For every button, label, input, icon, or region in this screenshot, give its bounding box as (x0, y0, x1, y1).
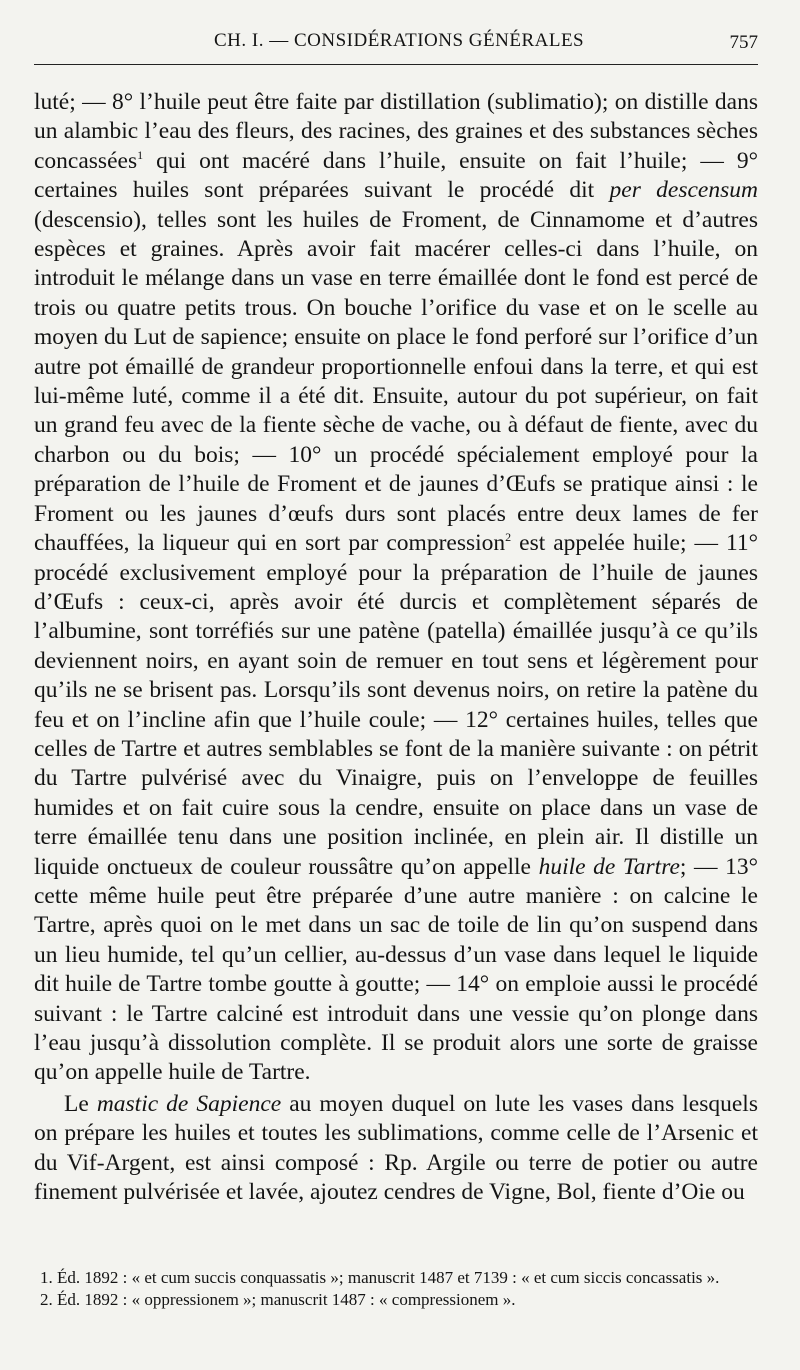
running-header (34, 24, 758, 65)
paragraph (34, 88, 758, 1088)
italic-term: per descensum (609, 177, 758, 204)
footnote-2: 2. Éd. 1892 : « oppressionem »; manuscrit 1487 : « compressionem ». (40, 1290, 516, 1309)
text-run: ; — 13° cette même huile peut être préparée d’une autre manière : on calcine le Tartre, après quoi on le met dans un sac de toile de lin qu’on suspend dans un lieu humide, tel qu’un cellier, au-dessus d’un vase dans lequel le liquide dit huile de Tartre tombe goutte à goutte; — 14° on emploie aussi le procédé suivant : le Tartre calciné est introduit dans une vessie qu’on plonge dans l’eau jusqu’à dissolution complète. Il se produit alors une sorte de graisse qu’on appelle huile de Tartre. (34, 853, 758, 1086)
text-run: qui ont macéré dans l’huile, ensuite on fait l’huile; — 9° certaines huiles sont préparées suivant le procédé dit (34, 147, 758, 204)
italic-term: huile de Tartre (538, 853, 680, 880)
text-run: est appelée huile; — 11° procédé exclusivement employé pour la préparation de l’huile de jaunes d’Œufs : ceux-ci, après avoir été durcis et complètement séparés de l’albumine, sont torréfiés sur une patène (patella) émaillée jusqu’à ce qu’ils deviennent noirs, en ayant soin de remuer en tout sens et légèrement pour qu’ils ne se brisent pas. Lorsqu’ils sont devenus noirs, on retire la patène du feu et on l’incline afin que l’huile coule; — 12° certaines huiles, telles que celles de Tartre et autres semblables se font de la manière suivante : on pétrit du Tartre pulvérisé avec du Vinaigre, puis on l’enveloppe de feuilles humides et on fait cuire sous la cendre, ensuite on place dans un vase de terre émaillée tenu dans une position inclinée, en plein air. Il distille un liquide onctueux de couleur roussâtre qu’on appelle (34, 530, 758, 880)
text-run: au moyen duquel on lute les vases dans lesquels on prépare les huiles et toutes les sublimations, comme celle de l’Arsenic et du Vif-Argent, est ainsi composé : Rp. Argile ou terre de potier ou autre finement pulvérisée et lavée, ajoutez cendres de Vigne, Bol, fiente d’Oie ou (34, 1090, 758, 1206)
text-run: luté; — 8° l’huile peut être faite par distillation (sublimatio); on distille dans un alambic l’eau des fleurs, des racines, des graines et des substances sèches concassées (34, 89, 758, 174)
footnote-ref-2: 2 (505, 530, 512, 545)
chapter-title: CH. I. — CONSIDÉRATIONS GÉNÉRALES (214, 30, 585, 51)
page-number: 757 (729, 32, 758, 53)
footnote-ref-1: 1 (137, 147, 144, 162)
footnotes (40, 1267, 758, 1311)
text-run: Le (64, 1090, 97, 1117)
footnote-1: 1. Éd. 1892 : « et cum succis conquassatis »; manuscrit 1487 et 7139 : « et cum siccis concassatis ». (40, 1268, 720, 1287)
text-run: (descensio), telles sont les huiles de Froment, de Cinnamome et d’autres espèces et graines. Après avoir fait macérer celles-ci dans l’huile, on introduit le mélange dans un vase en terre émaillée dont le fond est percé de trois ou quatre petits trous. On bouche l’orifice du vase et on le scelle au moyen du Lut de sapience; ensuite on place le fond perforé sur l’orifice d’un autre pot émaillé de grandeur proportionnelle enfoui dans la terre, et qui est lui-même luté, comme il a été dit. Ensuite, autour du pot supérieur, on fait un grand feu avec de la fiente sèche de vache, ou à défaut de fiente, avec du charbon ou du bois; — 10° un procédé spécialement employé pour la préparation de l’huile de Froment et de jaunes d’Œufs se pratique ainsi : le Froment ou les jaunes d’œufs durs sont placés entre deux lames de fer chauffées, la liqueur qui en sort par compression (34, 206, 758, 557)
italic-term: mastic de Sapience (96, 1090, 282, 1117)
paragraph (34, 1090, 758, 1208)
main-text (34, 88, 758, 1207)
